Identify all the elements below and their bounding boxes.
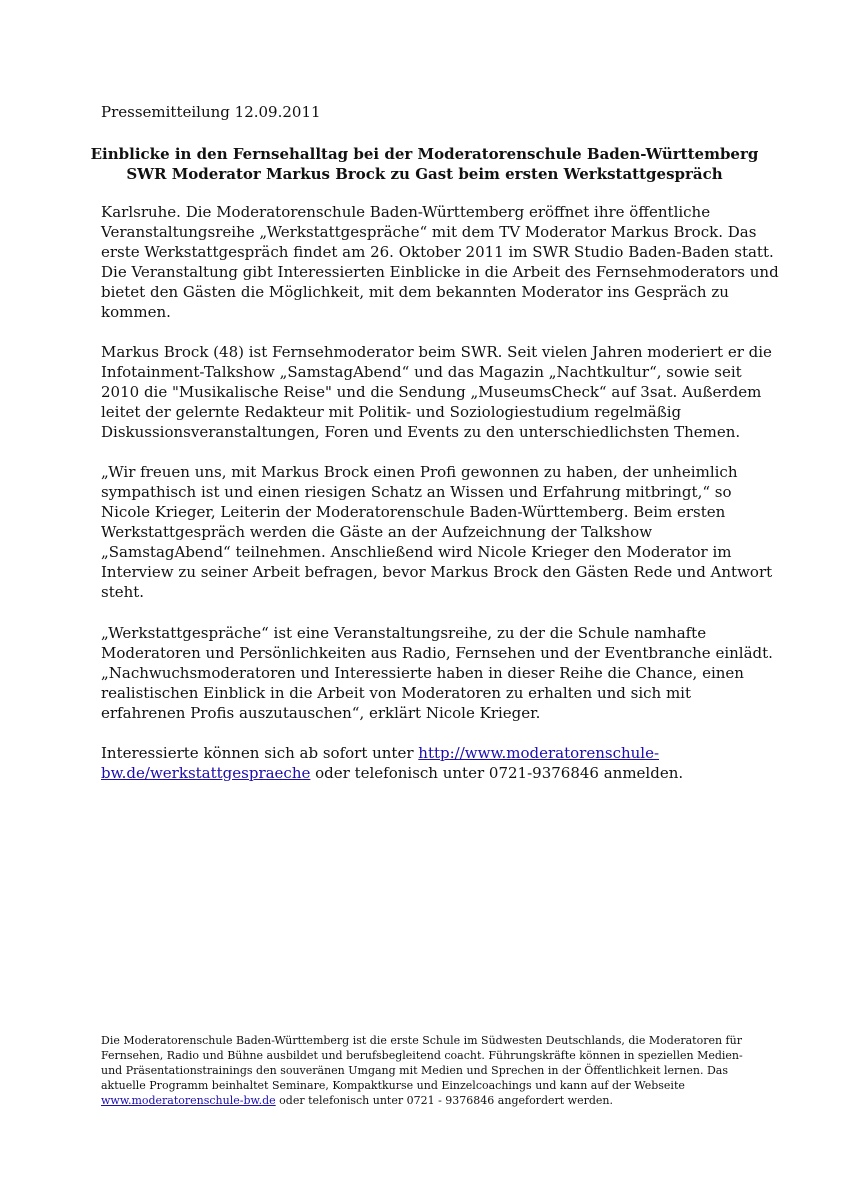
paragraph-line: „Wir freuen uns, mit Markus Brock einen Profi gewonnen zu haben, der unheimlich <box>101 463 738 481</box>
paragraph-line: steht. <box>101 583 145 601</box>
paragraph-line: „Werkstattgespräche“ ist eine Veranstaltungsreihe, zu der die Schule namhafte <box>101 624 707 642</box>
paragraph-line: Diskussionsveranstaltungen, Foren und Events zu den unterschiedlichsten Themen. <box>101 423 741 441</box>
footer-line-last <box>101 1093 613 1108</box>
paragraph-line: Infotainment-Talkshow „SamstagAbend“ und das Magazin „Nachtkultur“, sowie seit <box>101 363 742 381</box>
footer-suffix: oder telefonisch unter 0721 - 9376846 angefordert werden. <box>275 1094 613 1107</box>
paragraph-line: Nicole Krieger, Leiterin der Moderatorenschule Baden-Württemberg. Beim ersten <box>101 503 726 521</box>
paragraph-line: Markus Brock (48) ist Fernsehmoderator beim SWR. Seit vielen Jahren moderiert er die <box>101 343 772 361</box>
signup-link-part2[interactable]: bw.de/werkstattgespraeche <box>101 764 311 782</box>
paragraph-line: Werkstattgespräch werden die Gäste an der Aufzeichnung der Talkshow <box>101 523 653 541</box>
paragraph-line: kommen. <box>101 303 171 321</box>
paragraph-line: leitet der gelernte Redakteur mit Politik- und Soziologiestudium regelmäßig <box>101 403 682 421</box>
paragraph-line: sympathisch ist und einen riesigen Schatz an Wissen und Erfahrung mitbringt,“ so <box>101 483 732 501</box>
paragraph-line: Moderatoren und Persönlichkeiten aus Radio, Fernsehen und der Eventbranche einlädt. <box>101 644 773 662</box>
paragraph-line: Karlsruhe. Die Moderatorenschule Baden-Württemberg eröffnet ihre öffentliche <box>101 203 711 221</box>
paragraph-line: „Nachwuchsmoderatoren und Interessierte haben in dieser Reihe die Chance, einen <box>101 664 744 682</box>
subheadline: SWR Moderator Markus Brock zu Gast beim ersten Werkstattgespräch <box>126 165 723 183</box>
paragraph-line: „SamstagAbend“ teilnehmen. Anschließend wird Nicole Krieger den Moderator im <box>101 543 732 561</box>
footer-line: Die Moderatorenschule Baden-Württemberg ist die erste Schule im Südwesten Deutschlands, die Moderatoren für <box>101 1034 742 1047</box>
paragraph-line: erste Werkstattgespräch findet am 26. Oktober 2011 im SWR Studio Baden-Baden statt. <box>101 243 774 261</box>
footer-line: Fernsehen, Radio und Bühne ausbildet und berufsbegleitend coacht. Führungskräfte können in speziellen Medien- <box>101 1049 743 1062</box>
signup-line-1 <box>101 743 659 763</box>
signup-suffix: oder telefonisch unter 0721-9376846 anmelden. <box>310 764 684 782</box>
signup-line-2 <box>101 763 683 783</box>
press-date: Pressemitteilung 12.09.2011 <box>101 103 321 121</box>
paragraph-line: 2010 die "Musikalische Reise" und die Sendung „MuseumsCheck“ auf 3sat. Außerdem <box>101 383 762 401</box>
paragraph-line: Die Veranstaltung gibt Interessierten Einblicke in die Arbeit des Fernsehmoderators und <box>101 263 779 281</box>
paragraph-line: realistischen Einblick in die Arbeit von Moderatoren zu erhalten und sich mit <box>101 684 692 702</box>
paragraph-line: Interview zu seiner Arbeit befragen, bevor Markus Brock den Gästen Rede und Antwort <box>101 563 773 581</box>
signup-prefix: Interessierte können sich ab sofort unter <box>101 744 419 762</box>
paragraph-line: Veranstaltungsreihe „Werkstattgespräche“ mit dem TV Moderator Markus Brock. Das <box>101 223 757 241</box>
footer-website-link[interactable]: www.moderatorenschule-bw.de <box>101 1094 276 1107</box>
headline: Einblicke in den Fernsehalltag bei der Moderatorenschule Baden-Württemberg <box>90 145 759 163</box>
footer-line: und Präsentationstrainings den souveränen Umgang mit Medien und Sprechen in der Öffentlichkeit lernen. Das <box>101 1064 728 1077</box>
paragraph-line: erfahrenen Profis auszutauschen“, erklärt Nicole Krieger. <box>101 704 541 722</box>
signup-link-part1[interactable]: http://www.moderatorenschule- <box>418 744 660 762</box>
paragraph-line: bietet den Gästen die Möglichkeit, mit dem bekannten Moderator ins Gespräch zu <box>101 283 729 301</box>
footer-line: aktuelle Programm beinhaltet Seminare, Kompaktkurse und Einzelcoachings und kann auf der Webseite <box>101 1079 685 1092</box>
